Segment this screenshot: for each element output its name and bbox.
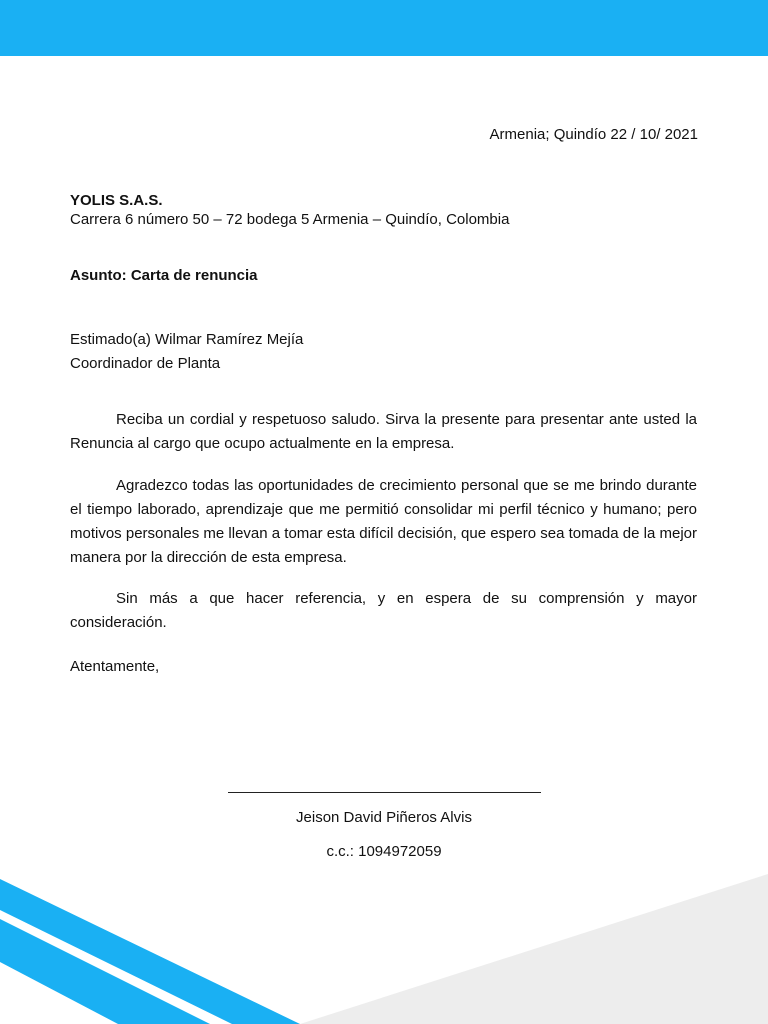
body-paragraph: Sin más a que hacer referencia, y en espera de su comprensión y mayor consideración. xyxy=(70,590,697,631)
company-address: Carrera 6 número 50 – 72 bodega 5 Armenia – Quindío, Colombia xyxy=(70,211,510,228)
company-name: YOLIS S.A.S. xyxy=(70,192,163,209)
recipient-name: Estimado(a) Wilmar Ramírez Mejía xyxy=(70,331,304,348)
signer-name: Jeison David Piñeros Alvis xyxy=(296,809,472,826)
signer-id: c.c.: 1094972059 xyxy=(326,843,442,860)
recipient-role: Coordinador de Planta xyxy=(70,355,221,372)
body-paragraph: Agradezco todas las oportunidades de crecimiento personal que se me brindo durante el tiempo laborado, aprendizaje que me permitió consolidar mi perfil técnico y humano; pero motivos personales me llevan a tomar esta difícil decisión, que espero sea tomada de la mejor manera por la dirección de esta empresa. xyxy=(70,477,697,566)
header-accent-bar xyxy=(0,0,768,56)
signature-line xyxy=(228,792,541,793)
footer-decoration xyxy=(0,834,768,1024)
subject-line: Asunto: Carta de renuncia xyxy=(70,267,258,284)
body-paragraph: Reciba un cordial y respetuoso saludo. Sirva la presente para presentar ante usted la Renuncia al cargo que ocupo actualmente en la empresa. xyxy=(70,411,697,452)
place-date: Armenia; Quindío 22 / 10/ 2021 xyxy=(489,126,698,143)
footer-gray-shape xyxy=(300,874,768,1024)
closing-salutation: Atentamente, xyxy=(70,658,160,675)
